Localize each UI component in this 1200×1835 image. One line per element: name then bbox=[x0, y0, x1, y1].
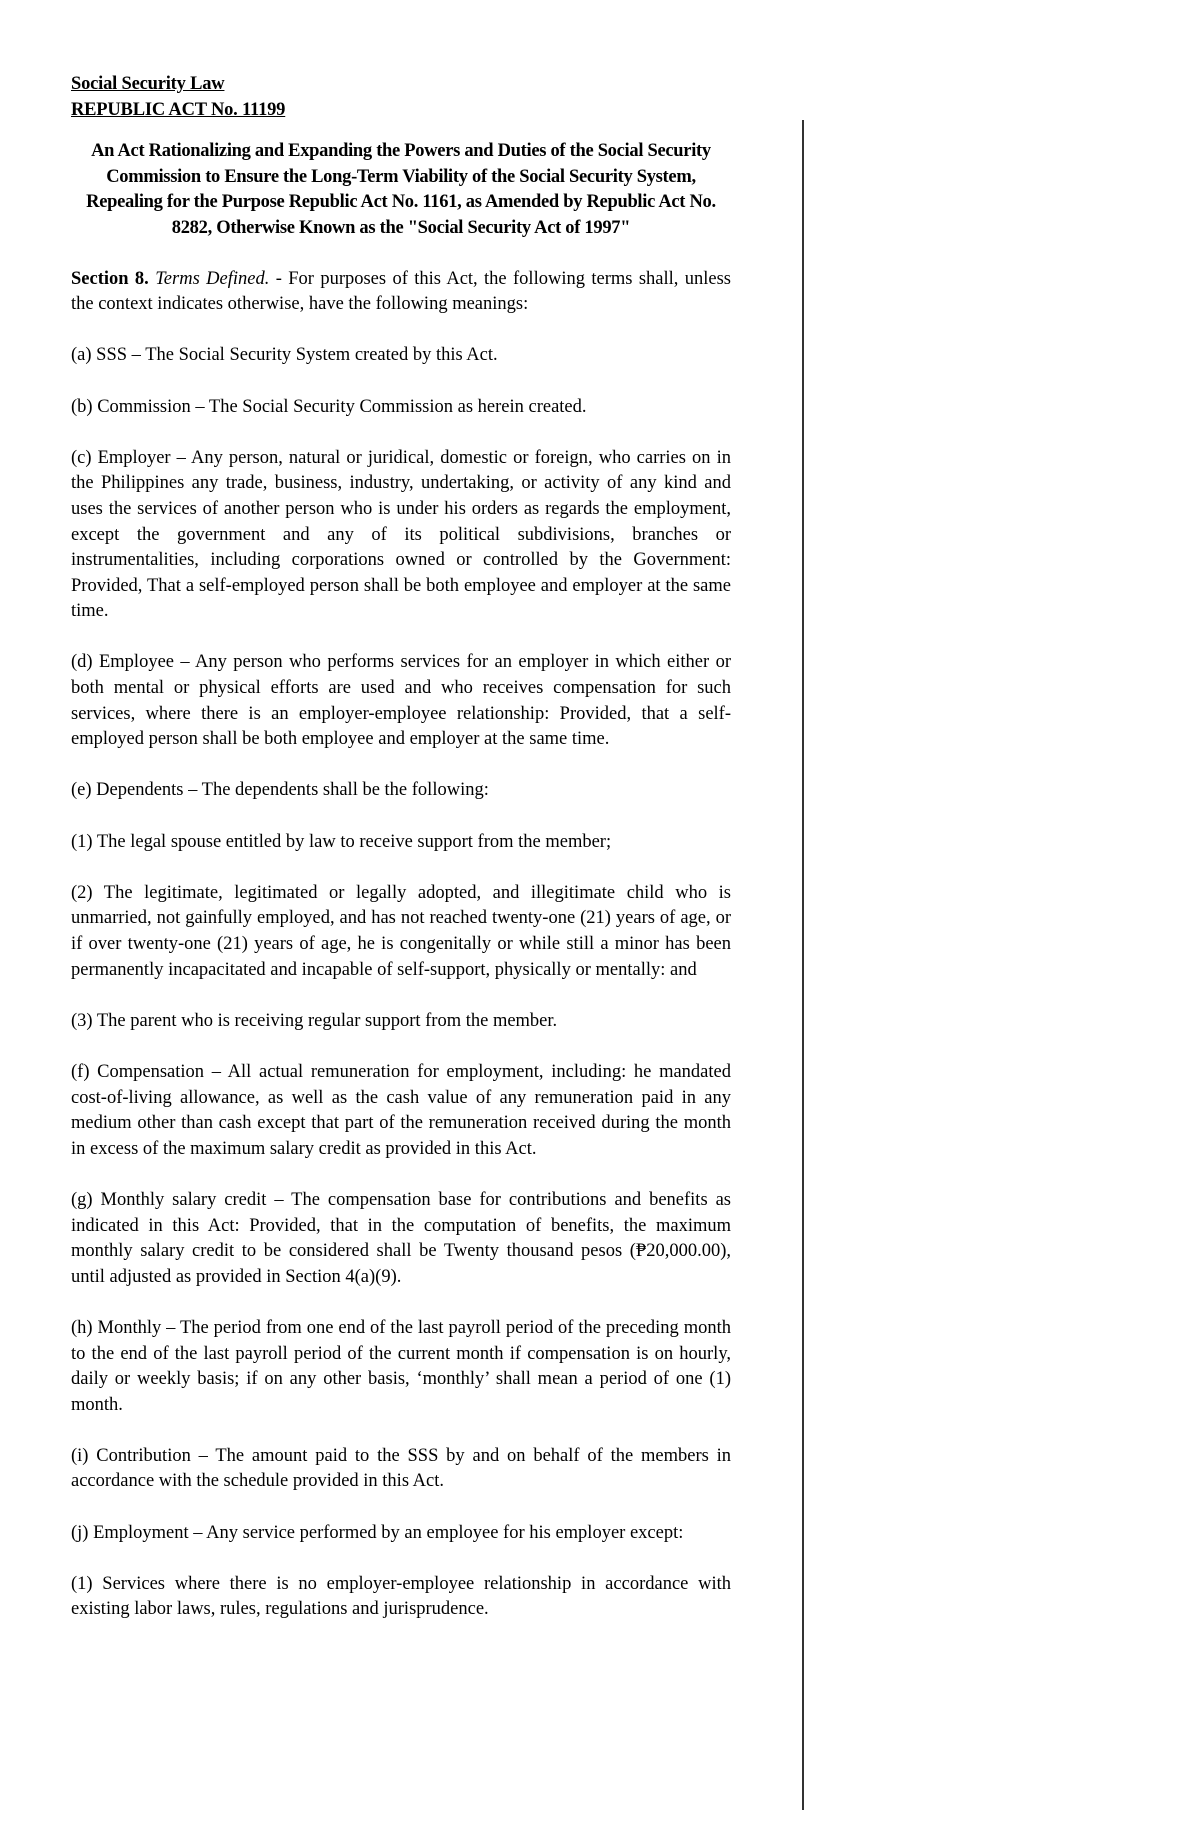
dependent-item-child: (2) The legitimate, legitimated or legally adopted, and illegitimate child who is unmarried, not gainfully employed, and has not reached twenty-one (21) years of age, or if over twenty-one (21) years of age, he is congenitally or while still a minor has been permanently incapacitated and incapable of self-support, physically or mentally: and bbox=[71, 882, 731, 980]
section-heading: Terms Defined. bbox=[155, 268, 270, 289]
section-intro bbox=[71, 267, 731, 318]
definition-employment: (j) Employment – Any service performed by an employee for his employer except: bbox=[71, 1522, 684, 1543]
definition-employee: (d) Employee – Any person who performs services for an employer in which either or both mental or physical efforts are used and who receives compensation for such services, where there is an employer-employee relationship: Provided, that a self-employed person shall be both employee and employer at the same time. bbox=[71, 652, 731, 750]
definition-dependents: (e) Dependents – The dependents shall be the following: bbox=[71, 780, 489, 801]
definition-employer: (c) Employer – Any person, natural or juridical, domestic or foreign, who carries on in the Philippines any trade, business, industry, undertaking, or activity of any kind and uses the services of another person who is under his orders as regards the employment, except the government and any of its political subdivisions, branches or instrumentalities, including corporations owned or controlled by the Government: Provided, That a self-employed person shall be both employee and employer at the same time. bbox=[71, 447, 731, 622]
section-intro-text: - For purposes of this Act, the following terms shall, unless the context indicates otherwise, have the following meanings: bbox=[71, 268, 732, 315]
definition-commission: (b) Commission – The Social Security Commission as herein created. bbox=[71, 396, 587, 417]
section-label: Section 8. bbox=[71, 268, 149, 289]
law-name: Social Security Law bbox=[71, 74, 225, 94]
act-number: REPUBLIC ACT No. 11199 bbox=[71, 99, 286, 120]
definition-contribution: (i) Contribution – The amount paid to the SSS by and on behalf of the members in accordance with the schedule provided in this Act. bbox=[71, 1445, 731, 1492]
dependent-item-parent: (3) The parent who is receiving regular support from the member. bbox=[71, 1010, 558, 1031]
definition-monthly-salary-credit: (g) Monthly salary credit – The compensation base for contributions and benefits as indicated in this Act: Provided, that in the computation of benefits, the maximum monthly salary credit to be considered shall be Twenty thousand pesos (₱20,000.00), until adjusted as provided in Section 4(a)(9). bbox=[71, 1189, 731, 1287]
vertical-rule bbox=[802, 120, 804, 1810]
act-title: An Act Rationalizing and Expanding the Powers and Duties of the Social Security Commission to Ensure the Long-Term Viability of the Social Security System, Repealing for the Purpose Republic Act No. 1161, as Amended by Republic Act No. 8282, Otherwise Known as the "Social Security Act of 1997" bbox=[86, 141, 716, 238]
dependent-item-spouse: (1) The legal spouse entitled by law to receive support from the member; bbox=[71, 831, 612, 852]
definition-compensation: (f) Compensation – All actual remuneration for employment, including: he mandated cost-of-living allowance, as well as the cash value of any remuneration paid in any medium other than cash except that part of the remuneration received during the month in excess of the maximum salary credit as provided in this Act. bbox=[71, 1061, 731, 1159]
employment-exception-item: (1) Services where there is no employer-employee relationship in accordance with existing labor laws, rules, regulations and jurisprudence. bbox=[71, 1573, 731, 1620]
definition-sss: (a) SSS – The Social Security System created by this Act. bbox=[71, 345, 498, 366]
definition-monthly: (h) Monthly – The period from one end of the last payroll period of the preceding month to the end of the last payroll period of the current month if compensation is on hourly, daily or weekly basis; if on any other basis, ‘monthly’ shall mean a period of one (1) month. bbox=[71, 1317, 731, 1415]
document-body bbox=[71, 72, 731, 1649]
